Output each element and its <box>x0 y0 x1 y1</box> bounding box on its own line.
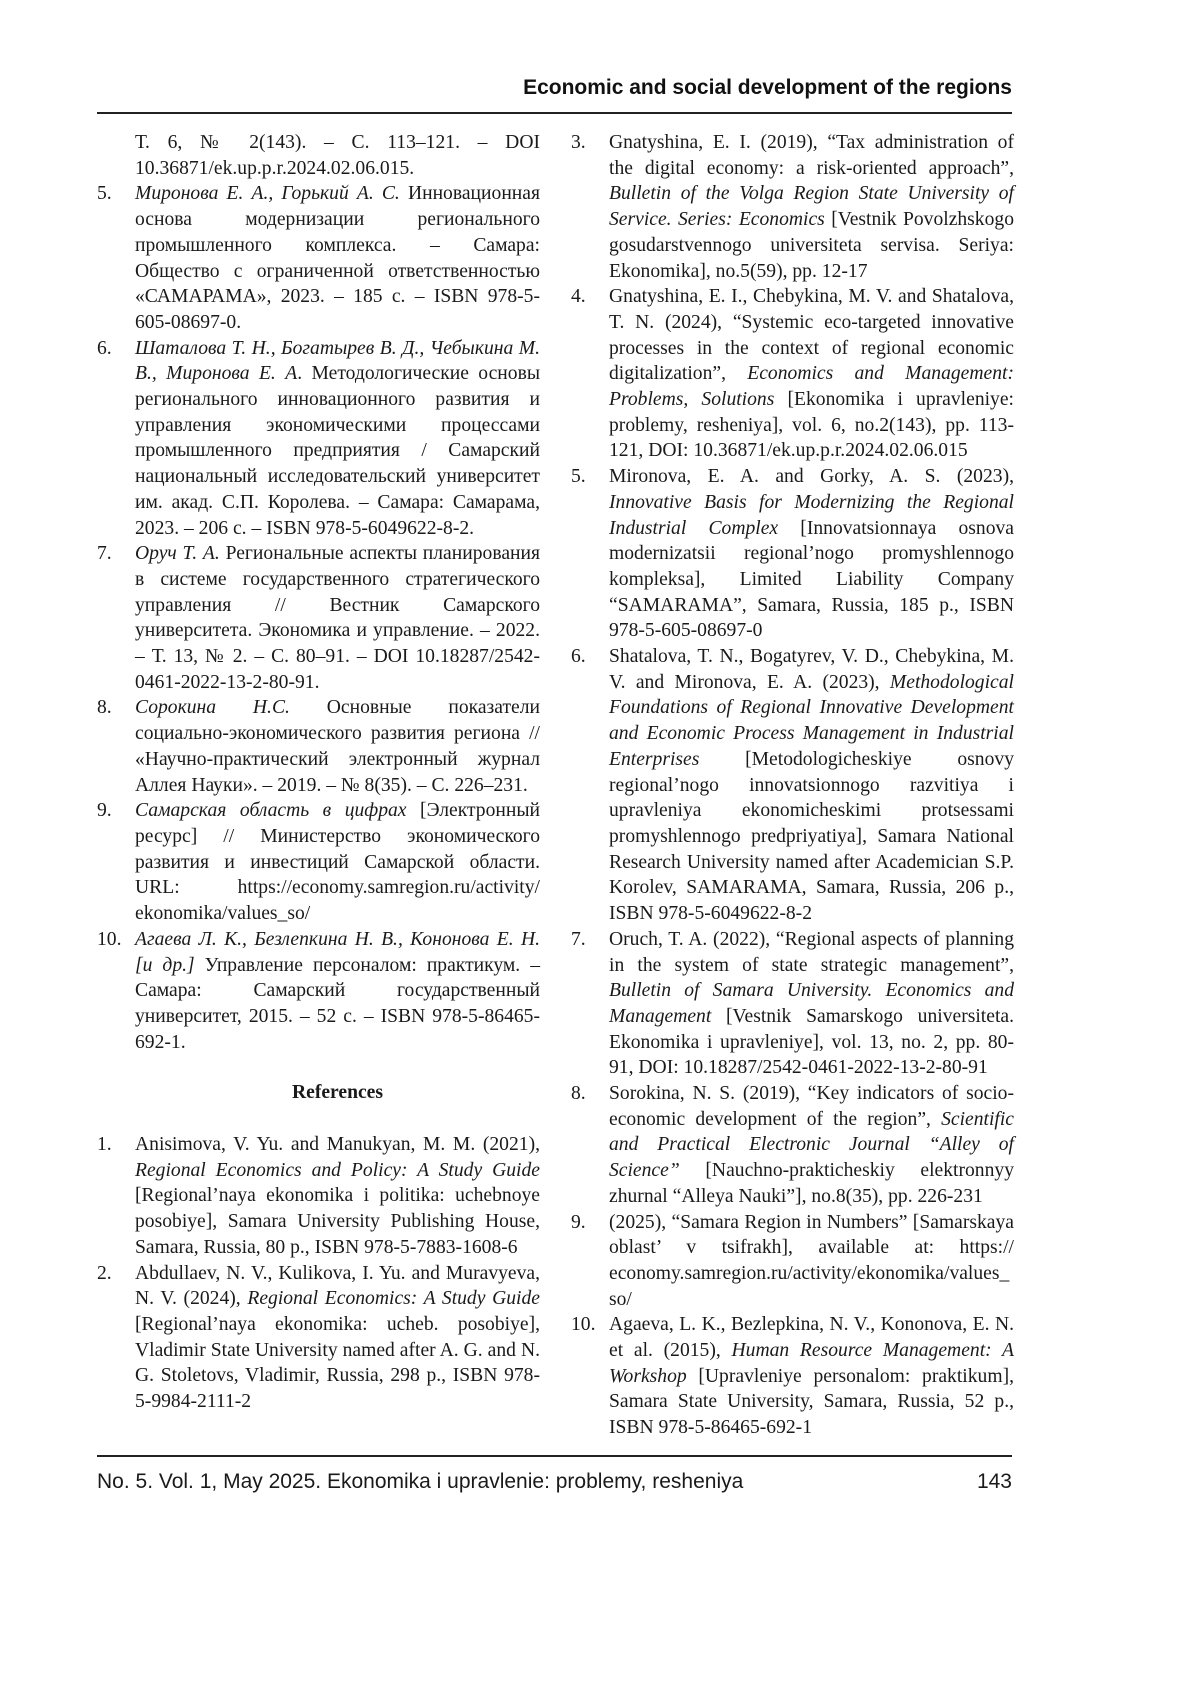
reference-item <box>97 541 540 695</box>
reference-text-segment: Sorokina, N. S. (2019), “Key indicators of socio-economic development of the region”, <box>609 1083 1014 1130</box>
reference-item <box>97 1132 540 1261</box>
reference-number: 6. <box>571 644 609 927</box>
reference-text-segment: Oruch, T. A. (2022), “Regional aspects of planning in the system of state strategic management”, <box>609 929 1014 976</box>
reference-text-segment: [Электронный ресурс] // Министерство экономического развития и инвестиций Самарской области. URL: https://economy.samregion.ru/activity/ ekonomika/values_so/ <box>135 800 540 924</box>
reference-number: 7. <box>97 541 135 695</box>
page-footer <box>97 1470 1012 1494</box>
reference-text-segment: Gnatyshina, E. I. (2019), “Tax administration of the digital economy: a risk-oriented approach”, <box>609 132 1014 179</box>
reference-text-segment: [Metodologicheskiye osnovy regional’nogo innovatsionnogo razvitiya i upravleniya ekonomicheskimi protsessami promyshlennogo predpriyatiya], Samara National Research University named after Academician S.P. Korolev, SAMARAMA, Samara, Russia, 206 p., ISBN 978-5-6049622-8-2 <box>609 749 1014 924</box>
reference-title-italic: Шаталова Т. Н., Богатырев В. Д., Чебыкина М. В., Миронова Е. А <box>135 338 540 385</box>
reference-text-segment: [Vestnik Samarskogo universiteta. Ekonomika i upravleniye], vol. 13, no. 2, pp. 80-91, DOI: 10.18287/2542-0461-2022-13-2-80-91 <box>609 1006 1014 1078</box>
reference-text-segment: (2025), “Samara Region in Numbers” [Samarskaya oblast’ v tsifrakh], available at: https:// economy.samregion.ru/activity/ekonomika/values_so/ <box>609 1212 1014 1310</box>
reference-title-italic: Regional Economics and Policy: A Study Guide <box>135 1160 540 1181</box>
reference-number: 10. <box>97 927 135 1056</box>
reference-text <box>135 798 540 927</box>
reference-text-segment: Mironova, E. A. and Gorky, A. S. (2023), <box>609 466 1014 487</box>
reference-text <box>135 181 540 335</box>
references-list <box>97 1132 540 1415</box>
reference-number: 6. <box>97 336 135 542</box>
reference-title-italic: Агаева Л. К., Безлепкина Н. В., Кононова Е. Н. [и др.] <box>135 929 540 976</box>
reference-text <box>609 1210 1014 1313</box>
left-column <box>97 130 540 1415</box>
reference-item <box>97 695 540 798</box>
reference-text-segment: Shatalova, T. N., Bogatyrev, V. D., Chebykina, M. V. and Mironova, E. A. (2023), <box>609 646 1014 693</box>
reference-text <box>135 541 540 695</box>
reference-number: 4. <box>571 284 609 464</box>
journal-citation: No. 5. Vol. 1, May 2025. Ekonomika i upravlenie: problemy, resheniya <box>97 1470 743 1494</box>
reference-text <box>609 130 1014 284</box>
reference-text <box>609 1081 1014 1210</box>
reference-number: 2. <box>97 1261 135 1415</box>
reference-number: 5. <box>571 464 609 644</box>
russian-bibliography <box>97 181 540 1055</box>
reference-text-segment: [Ekonomika i upravleniye: problemy, resheniya], vol. 6, no.2(143), pp. 113-121, DOI: 10.36871/ek.up.p.r.2024.02.06.015 <box>609 389 1014 461</box>
reference-text <box>609 1312 1014 1441</box>
reference-text-segment: Agaeva, L. K., Bezlepkina, N. V., Kononova, E. N. et al. (2015), <box>609 1314 1014 1361</box>
reference-title-italic: Bulletin of Samara University. Economics and Management <box>609 980 1014 1027</box>
reference-title-italic: Methodological Foundations of Regional Innovative Development and Economic Process Management in Industrial Enterprises <box>609 672 1014 770</box>
reference-title-italic: Сорокина Н.С. <box>135 697 290 718</box>
footer-rule <box>97 1455 1012 1457</box>
reference-title-italic: Economics and Management: Problems, Solutions <box>609 363 1014 410</box>
reference-title-italic: Миронова Е. А., Горький А. С. <box>135 183 400 204</box>
references-list-continued <box>571 130 1014 1441</box>
reference-number: 8. <box>97 695 135 798</box>
reference-text <box>135 927 540 1056</box>
reference-title-italic: Оруч Т. А. <box>135 543 220 564</box>
reference-text-segment: Abdullaev, N. V., Kulikova, I. Yu. and Muravyeva, N. V. (2024), <box>135 1263 540 1310</box>
reference-text <box>609 284 1014 464</box>
reference-text-segment: [Regional’naya ekonomika: ucheb. posobiye], Vladimir State University named after A. G. and N. G. Stoletovs, Vladimir, Russia, 298 p., ISBN 978-5-9984-2111-2 <box>135 1314 540 1412</box>
reference-title-italic: Innovative Basis for Modernizing the Regional Industrial Complex <box>609 492 1014 539</box>
page-number: 143 <box>977 1470 1012 1494</box>
reference-text-segment: Инновационная основа модернизации регионального промышленного комплекса. – Самара: Общество с ограниченной ответственностью «САМАРАМА», 2023. – 185 с. – ISBN 978-5-605-08697-0. <box>135 183 540 333</box>
right-column <box>571 130 1014 1441</box>
reference-number: 7. <box>571 927 609 1081</box>
reference-number: 9. <box>97 798 135 927</box>
header-rule <box>97 112 1012 114</box>
reference-item <box>97 927 540 1056</box>
reference-text-segment: [Innovatsionnaya osnova modernizatsii regional’nogo promyshlennogo kompleksa], Limited Liability Company “SAMARAMA”, Samara, Russia, 185 p., ISBN 978-5-605-08697-0 <box>609 518 1014 642</box>
reference-text-segment: [Regional’naya ekonomika i politika: uchebnoye posobiye], Samara University Publishing House, Samara, Russia, 80 p., ISBN 978-5-7883-1608-6 <box>135 1185 540 1257</box>
references-heading: References <box>135 1080 540 1106</box>
reference-item <box>571 130 1014 284</box>
reference-text-segment: [Upravleniye personalom: praktikum], Samara State University, Samara, Russia, 52 p., ISBN 978-5-86465-692-1 <box>609 1366 1014 1438</box>
reference-item <box>97 798 540 927</box>
reference-text-segment: . Методологические основы регионального инновационного развития и управления экономическими процессами промышленного предприятия / Самарский национальный исследовательский университет им. акад. С.П. Королева. – Самара: Самарама, 2023. – 206 с. – ISBN 978-5-6049622-8-2. <box>135 363 540 538</box>
reference-item <box>571 464 1014 644</box>
reference-item <box>571 1081 1014 1210</box>
reference-text-segment: [Vestnik Povolzhskogo gosudarstvennogo universiteta servisa. Seriya: Ekonomika], no.5(59), pp. 12-17 <box>609 209 1014 281</box>
reference-text <box>135 1261 540 1415</box>
running-header: Economic and social development of the regions <box>523 76 1012 100</box>
reference-text-segment: Anisimova, V. Yu. and Manukyan, M. M. (2021), <box>135 1134 540 1155</box>
reference-number: 8. <box>571 1081 609 1210</box>
continued-entry: Т. 6, № 2(143). – С. 113–121. – DOI 10.36871/ek.up.p.r.2024.02.06.015. <box>97 130 540 181</box>
reference-item <box>571 644 1014 927</box>
reference-text-segment: Основные показатели социально-экономического развития региона // «Научно-практический электронный журнал Аллея Науки». – 2019. – № 8(35). – С. 226–231. <box>135 697 540 795</box>
reference-text-segment: Региональные аспекты планирования в системе государственного стратегического управления // Вестник Самарского университета. Экономика и управление. – 2022. – Т. 13, № 2. – С. 80–91. – DOI 10.18287/2542-0461-2022-13-2-80-91. <box>135 543 540 693</box>
reference-number: 10. <box>571 1312 609 1441</box>
reference-text <box>135 1132 540 1261</box>
reference-text-segment: Gnatyshina, E. I., Chebykina, M. V. and Shatalova, T. N. (2024), “Systemic eco-targeted innovative processes in the context of regional economic digitalization”, <box>609 286 1014 384</box>
reference-item <box>97 336 540 542</box>
reference-number: 1. <box>97 1132 135 1261</box>
reference-text <box>135 336 540 542</box>
reference-text <box>135 695 540 798</box>
reference-title-italic: Bulletin of the Volga Region State University of Service. Series: Economics <box>609 183 1014 230</box>
reference-text <box>609 464 1014 644</box>
reference-text-segment: [Nauchno-prakticheskiy elektronnyy zhurnal “Alleya Nauki”], no.8(35), pp. 226-231 <box>609 1160 1014 1207</box>
reference-item <box>571 1210 1014 1313</box>
reference-item <box>97 181 540 335</box>
reference-title-italic: Human Resource Management: A Workshop <box>609 1340 1014 1387</box>
reference-number: 5. <box>97 181 135 335</box>
reference-number: 9. <box>571 1210 609 1313</box>
reference-text <box>609 644 1014 927</box>
reference-title-italic: Scientific and Practical Electronic Journal “Alley of Science” <box>609 1109 1014 1181</box>
reference-number: 3. <box>571 130 609 284</box>
reference-item <box>571 1312 1014 1441</box>
reference-text-segment: Управление персоналом: практикум. – Самара: Самарский государственный университет, 2015. – 52 с. – ISBN 978-5-86465-692-1. <box>135 955 540 1053</box>
reference-title-italic: Самарская область в цифрах <box>135 800 407 821</box>
reference-text <box>609 927 1014 1081</box>
reference-title-italic: Regional Economics: A Study Guide <box>247 1288 540 1309</box>
reference-item <box>97 1261 540 1415</box>
reference-item <box>571 284 1014 464</box>
reference-item <box>571 927 1014 1081</box>
